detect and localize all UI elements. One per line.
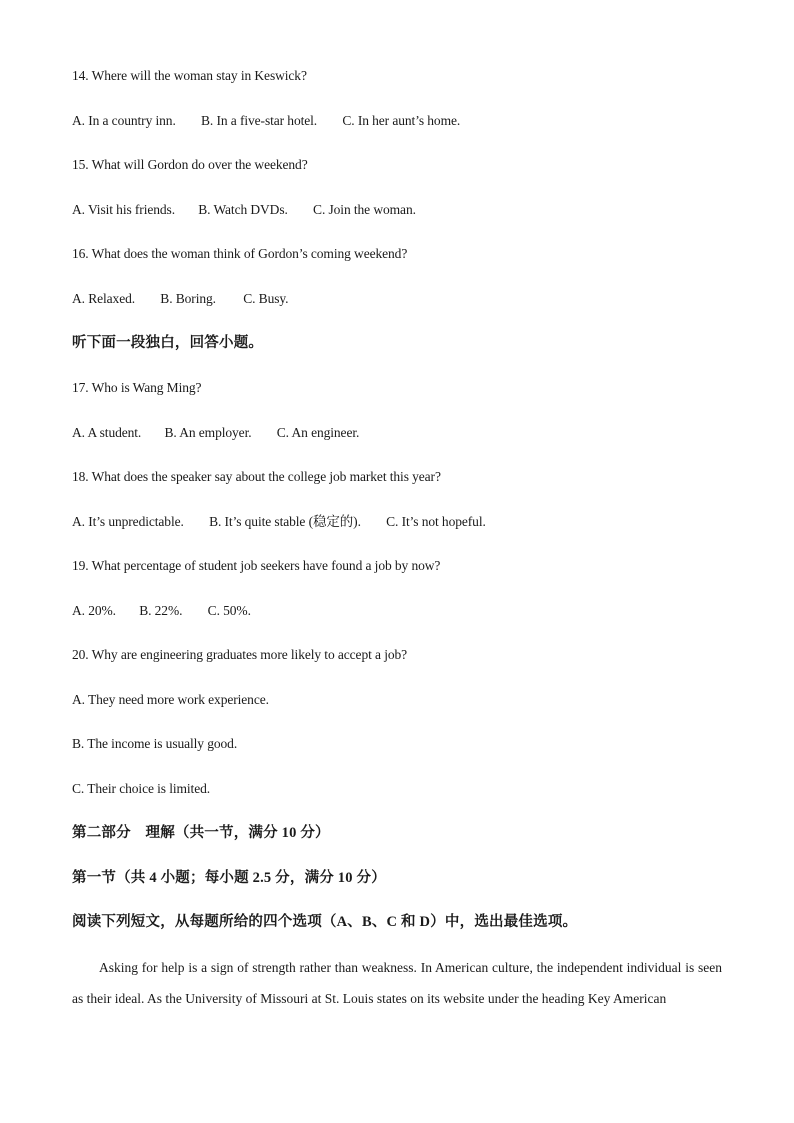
question-17-options xyxy=(72,424,359,442)
question-16-option-a: A. Relaxed. xyxy=(72,291,136,306)
question-18-options xyxy=(72,513,486,531)
section-one-heading: 第一节（共 4 小题；每小题 2.5 分，满分 10 分） xyxy=(72,870,386,886)
part-two-heading: 第二部分 理解（共一节，满分 10 分） xyxy=(72,825,330,841)
question-18-option-a: A. It’s unpredictable. xyxy=(72,514,184,529)
question-19-option-a: A. 20%. xyxy=(72,603,116,618)
question-15-stem: 15. What will Gordon do over the weekend? xyxy=(72,157,308,172)
question-16-option-c: C. Busy. xyxy=(243,291,289,306)
question-14-option-c: C. In her aunt’s home. xyxy=(342,113,461,128)
reading-passage: Asking for help is a sign of strength rather than weakness. In American culture, the independent individual is seen as their ideal. As the University of Missouri at St. Louis states on its website under the heading Key American xyxy=(72,960,722,1006)
question-15-option-a: A. Visit his friends. xyxy=(72,202,175,217)
question-19-option-b: B. 22%. xyxy=(139,603,183,618)
reading-instruction: 阅读下列短文，从每题所给的四个选项（A、B、C 和 D）中，选出最佳选项。 xyxy=(72,914,578,930)
question-16-option-b: B. Boring. xyxy=(160,291,216,306)
question-14-stem: 14. Where will the woman stay in Keswick? xyxy=(72,68,307,83)
question-19-stem: 19. What percentage of student job seekers have found a job by now? xyxy=(72,558,441,573)
question-18-option-c: C. It’s not hopeful. xyxy=(386,514,486,529)
question-17-option-a: A. A student. xyxy=(72,425,142,440)
question-17-option-c: C. An engineer. xyxy=(276,425,360,440)
question-19-option-c: C. 50%. xyxy=(207,603,251,618)
question-20-option-c: C. Their choice is limited. xyxy=(72,781,211,796)
question-17-option-b: B. An employer. xyxy=(164,425,252,440)
question-18-option-b: B. It’s quite stable (稳定的). xyxy=(209,514,361,529)
question-20-option-a: A. They need more work experience. xyxy=(72,692,269,707)
question-14-option-b: B. In a five-star hotel. xyxy=(201,113,318,128)
question-14-options xyxy=(72,112,460,130)
question-19-options xyxy=(72,602,251,620)
question-20-option-b: B. The income is usually good. xyxy=(72,736,238,751)
question-18-stem: 18. What does the speaker say about the college job market this year? xyxy=(72,469,441,484)
question-20-stem: 20. Why are engineering graduates more likely to accept a job? xyxy=(72,647,408,662)
question-17-stem: 17. Who is Wang Ming? xyxy=(72,380,202,395)
question-14-option-a: A. In a country inn. xyxy=(72,113,176,128)
question-16-options xyxy=(72,290,288,308)
question-15-option-c: C. Join the woman. xyxy=(313,202,416,217)
question-15-option-b: B. Watch DVDs. xyxy=(198,202,288,217)
question-15-options xyxy=(72,201,416,219)
monologue-instruction: 听下面一段独白，回答小题。 xyxy=(72,335,264,351)
question-16-stem: 16. What does the woman think of Gordon’s coming weekend? xyxy=(72,246,408,261)
